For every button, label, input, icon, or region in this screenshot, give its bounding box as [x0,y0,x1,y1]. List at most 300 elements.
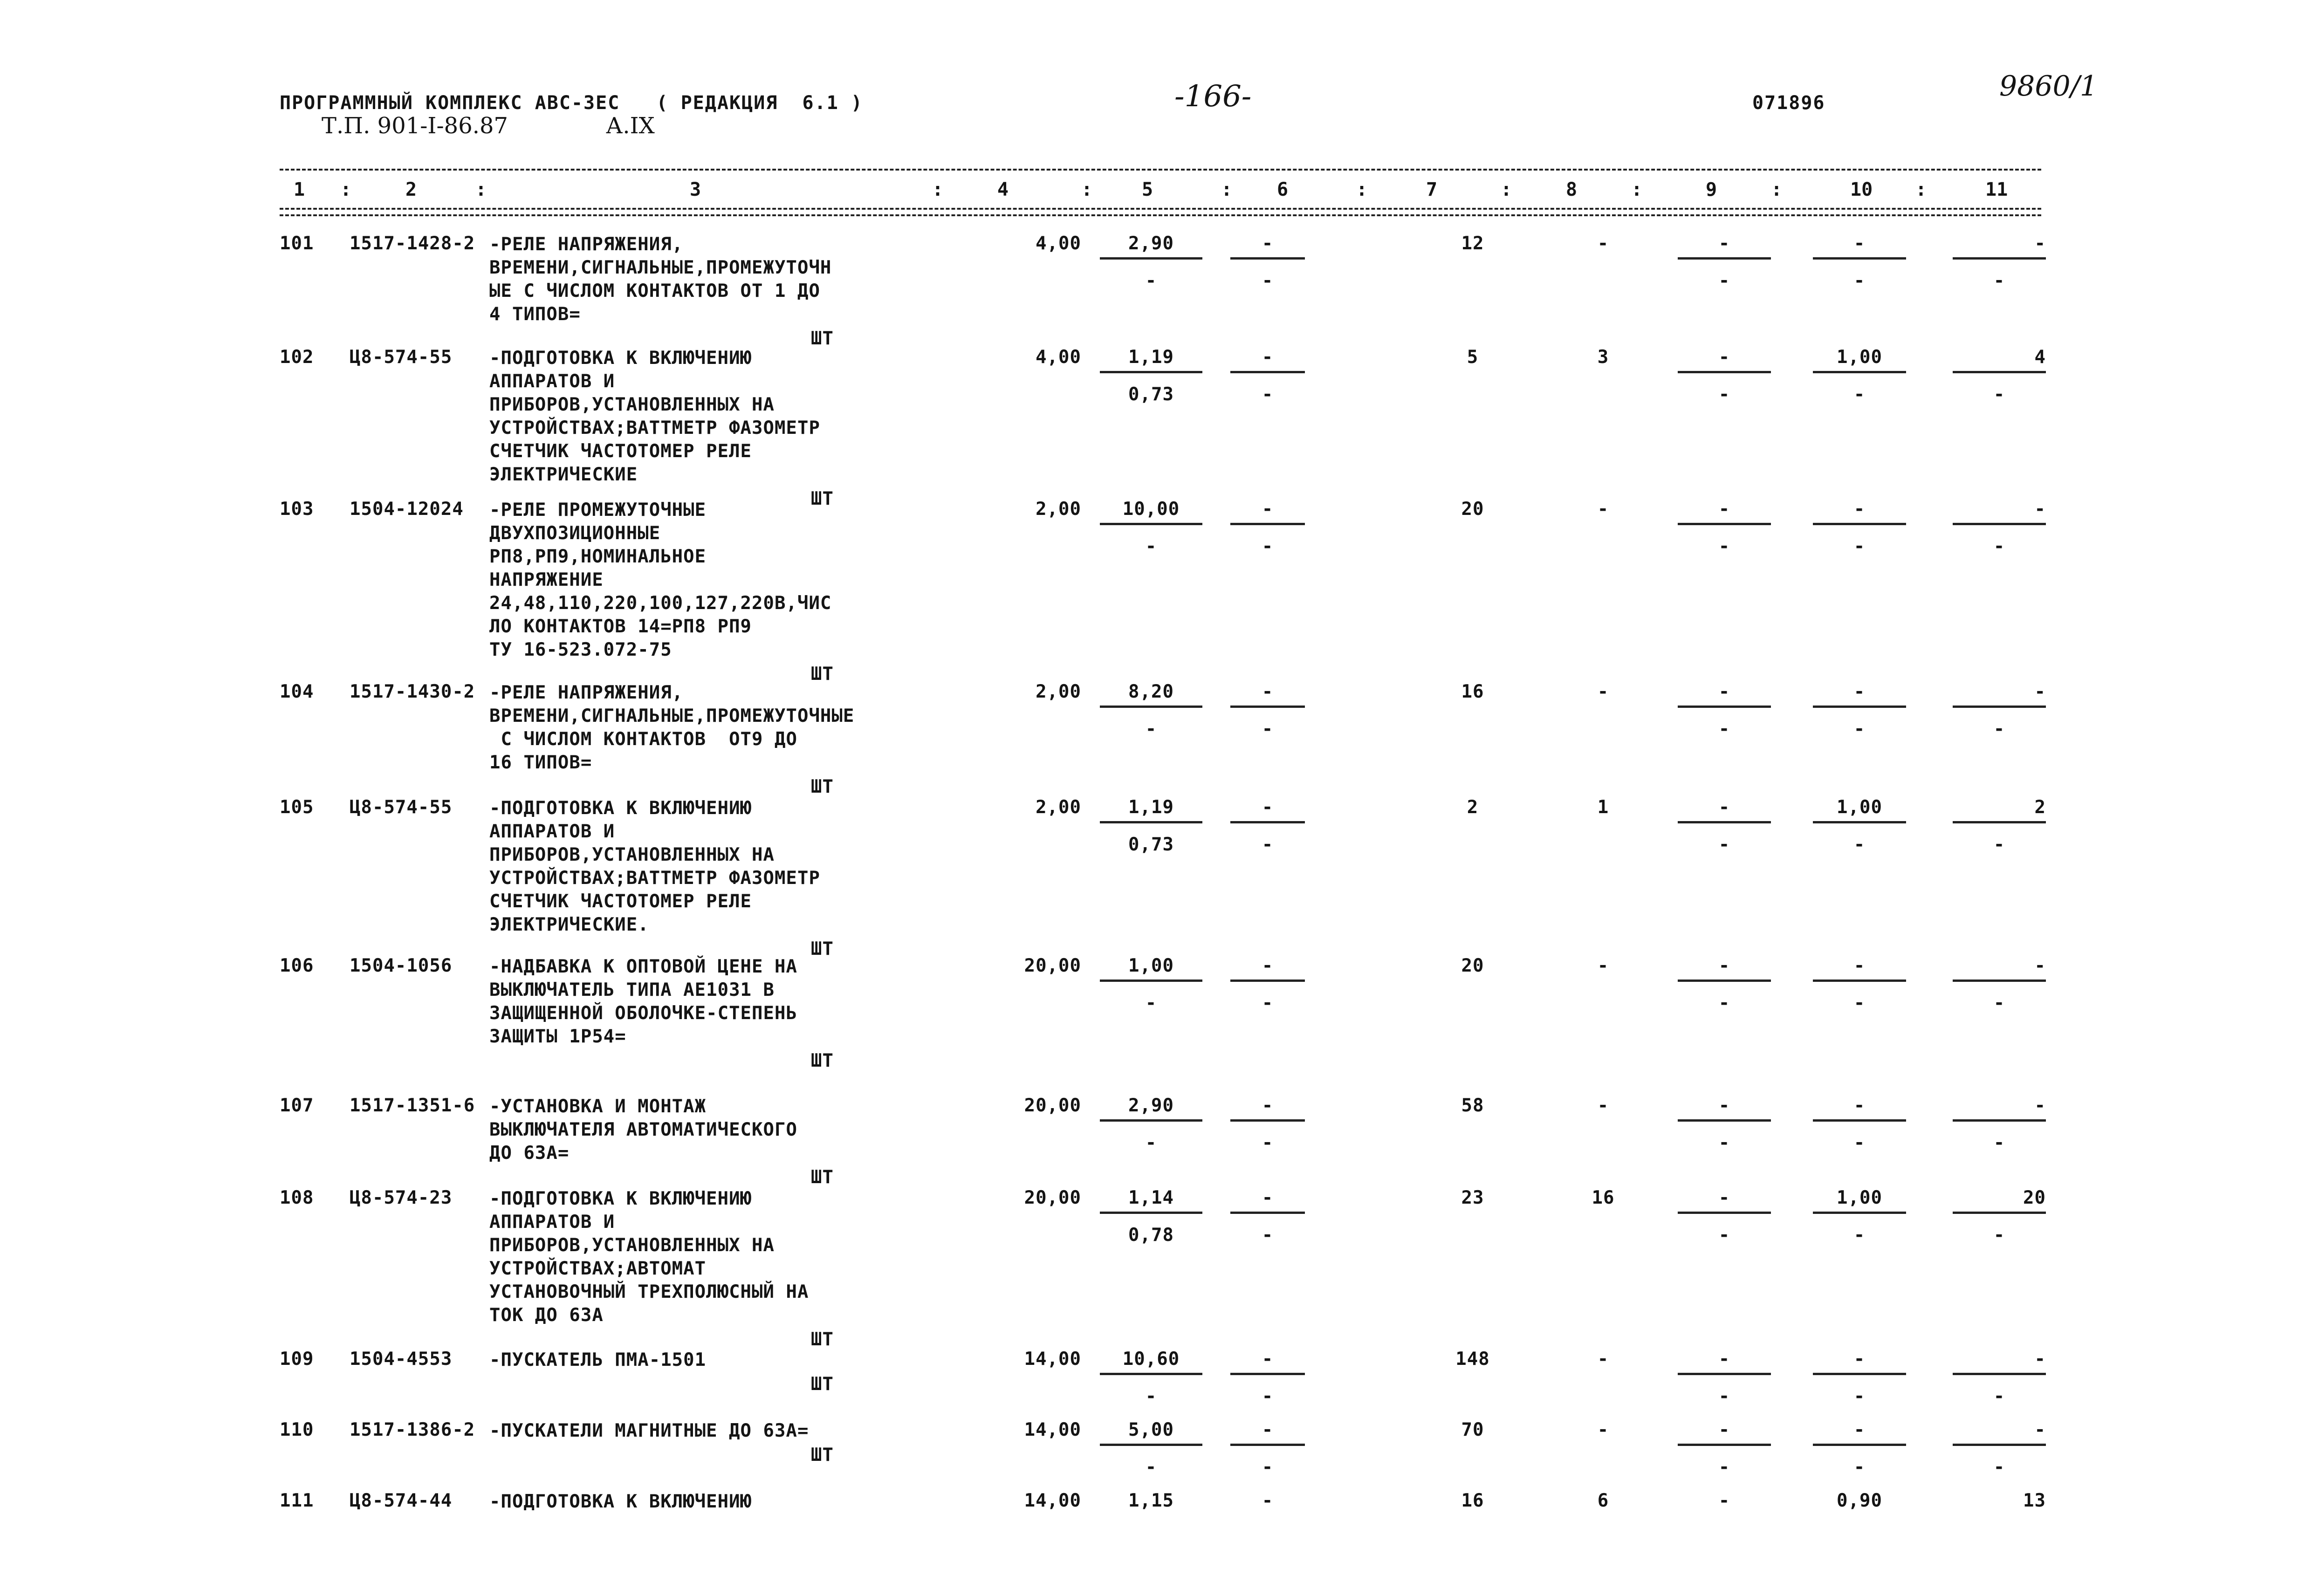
col9-value: - [1718,681,1730,702]
col11-value: - [2034,1419,2046,1440]
col9-secondary: - [1718,270,1730,291]
col9-value: - [1718,347,1730,368]
row-number: 107 [280,1095,314,1116]
cell-rule [1100,1444,1202,1446]
row-number: 102 [280,347,314,368]
price-code: Ц8-574-23 [350,1187,453,1208]
col10-secondary: - [1853,993,1866,1014]
quantity-value: 4,00 [1036,347,1081,368]
description-line: ЫЕ С ЧИСЛОМ КОНТАКТОВ ОТ 1 ДО [489,281,820,301]
col10-value: - [1853,499,1866,520]
description-line: -ПОДГОТОВКА К ВКЛЮЧЕНИЮ [489,798,752,819]
col9-value: - [1718,797,1730,818]
unit-cost-value: 1,15 [1128,1490,1174,1511]
column-header-row [280,179,2051,202]
description-line: ЗАЩИТЫ 1Р54= [489,1026,626,1047]
unit-cost-value: 8,20 [1128,681,1174,702]
description-line: 16 ТИПОВ= [489,752,592,773]
col8-value: - [1597,955,1609,976]
col6-value: - [1262,1187,1274,1208]
cell-rule [1953,1373,2046,1375]
price-code: 1504-4553 [350,1349,453,1370]
table-row [280,1095,2051,1193]
col-header-11: 11 [1985,179,2008,200]
col11-secondary: - [1993,1132,2005,1153]
col10-secondary: - [1853,1132,1866,1153]
col-header-2: 2 [405,179,417,200]
col9-value: - [1718,233,1730,254]
col9-secondary: - [1718,993,1730,1014]
description-line: ПРИБОРОВ,УСТАНОВЛЕННЫХ НА [489,1235,775,1256]
description-line: -ПОДГОТОВКА К ВКЛЮЧЕНИЮ [489,1188,752,1209]
cell-rule [1678,1444,1771,1446]
cell-rule [1953,257,2046,260]
work-description [489,1349,1188,1372]
cell-rule [1100,706,1202,708]
price-code: 1517-1351-6 [350,1095,475,1116]
cell-rule [1953,523,2046,525]
table-row [280,499,2051,690]
col6-secondary: - [1262,536,1274,557]
program-title: ПРОГРАММНЫЙ КОМПЛЕКС АВС-3ЕС ( РЕДАКЦИЯ 6.1 ) [280,92,863,114]
col6-secondary: - [1262,270,1274,291]
table-row [280,681,2051,802]
col-sep: : [340,179,352,200]
col6-value: - [1262,1419,1274,1440]
table-row [280,1187,2051,1355]
col11-value: - [2034,1095,2046,1116]
price-code: 1504-1056 [350,955,453,976]
table-row [280,1490,2051,1541]
cell-rule [1813,1444,1906,1446]
col6-value: - [1262,1349,1274,1370]
col9-secondary: - [1718,719,1730,740]
col8-value: - [1597,1095,1609,1116]
price-code: 1504-12024 [350,499,464,520]
total-cost-value: 20 [1461,955,1484,976]
cell-rule [1953,1444,2046,1446]
cell-rule [1230,371,1305,373]
unit-cost-secondary: 0,73 [1128,384,1174,405]
cell-rule [1230,523,1305,525]
col11-secondary: - [1993,384,2005,405]
description-line: ВЫКЛЮЧАТЕЛЬ ТИПА АЕ1031 В [489,980,775,1000]
cell-rule [1100,980,1202,982]
col-sep: : [932,179,944,200]
description-line: ЛО КОНТАКТОВ 14=РП8 РП9 [489,616,752,637]
col10-secondary: - [1853,834,1866,855]
cell-rule [1230,821,1305,823]
col11-value: - [2034,955,2046,976]
unit-cost-value: 5,00 [1128,1419,1174,1440]
col9-secondary: - [1718,1132,1730,1153]
work-description [489,1095,1188,1165]
col10-value: - [1853,681,1866,702]
col6-value: - [1262,1490,1274,1511]
price-code: Ц8-574-55 [350,347,453,368]
col11-value: 4 [2034,347,2046,368]
price-code: 1517-1430-2 [350,681,475,702]
col6-value: - [1262,681,1274,702]
col6-value: - [1262,797,1274,818]
total-cost-value: 70 [1461,1419,1484,1440]
row-number: 108 [280,1187,314,1208]
work-description [489,233,1188,326]
description-line: ТУ 16-523.072-75 [489,639,672,660]
col11-value: - [2034,681,2046,702]
cell-rule [1230,1444,1305,1446]
total-cost-value: 20 [1461,499,1484,520]
work-description [489,1419,1188,1443]
description-line: УСТРОЙСТВАХ;ВАТТМЕТР ФАЗОМЕТР [489,418,820,438]
col9-secondary: - [1718,834,1730,855]
col-header-7: 7 [1426,179,1438,200]
col11-secondary: - [1993,993,2005,1014]
document-code: 071896 [1752,92,1825,114]
col10-secondary: - [1853,270,1866,291]
cell-rule [1813,523,1906,525]
col11-secondary: - [1993,1457,2005,1478]
col11-secondary: - [1993,834,2005,855]
unit-cost-value: 1,00 [1128,955,1174,976]
col11-secondary: - [1993,536,2005,557]
total-cost-value: 5 [1467,347,1479,368]
col8-value: 16 [1592,1187,1615,1208]
col11-value: 2 [2034,797,2046,818]
cell-rule [1100,1119,1202,1122]
col11-value: - [2034,1349,2046,1370]
col11-value: 13 [2023,1490,2046,1511]
total-cost-value: 12 [1461,233,1484,254]
description-line: ЭЛЕКТРИЧЕСКИЕ [489,464,638,485]
description-line: УСТРОЙСТВАХ;АВТОМАТ [489,1258,707,1279]
description-line: РП8,РП9,НОМИНАЛЬНОЕ [489,546,707,567]
col10-value: - [1853,1349,1866,1370]
row-number: 105 [280,797,314,818]
cell-rule [1678,257,1771,260]
total-cost-value: 148 [1455,1349,1490,1370]
col6-value: - [1262,233,1274,254]
col10-secondary: - [1853,1386,1866,1407]
price-code: Ц8-574-44 [350,1490,453,1511]
col8-value: - [1597,1349,1609,1370]
description-line: -ПОДГОТОВКА К ВКЛЮЧЕНИЮ [489,1491,752,1512]
cell-rule [1953,980,2046,982]
col10-secondary: - [1853,1457,1866,1478]
col-header-3: 3 [690,179,701,200]
col9-value: - [1718,499,1730,520]
cell-rule [1953,1119,2046,1122]
unit-of-measure: ШТ [811,1445,834,1466]
col10-value: - [1853,955,1866,976]
col8-value: 6 [1597,1490,1609,1511]
col9-value: - [1718,1095,1730,1116]
work-description [489,1490,1188,1514]
table-row [280,1419,2051,1478]
table-row [280,797,2051,965]
row-number: 106 [280,955,314,976]
description-line: ЗАЩИЩЕННОЙ ОБОЛОЧКЕ-СТЕПЕНЬ [489,1003,797,1024]
unit-cost-secondary: - [1145,719,1157,740]
unit-cost-value: 2,90 [1128,233,1174,254]
col-header-5: 5 [1142,179,1153,200]
unit-cost-secondary: - [1145,1386,1157,1407]
cell-rule [1678,706,1771,708]
col-sep: : [1501,179,1512,200]
col9-value: - [1718,955,1730,976]
col9-secondary: - [1718,1225,1730,1246]
cell-rule [1678,1373,1771,1375]
total-cost-value: 23 [1461,1187,1484,1208]
total-cost-value: 16 [1461,1490,1484,1511]
col6-value: - [1262,499,1274,520]
col10-secondary: - [1853,536,1866,557]
col-sep: : [1081,179,1093,200]
col6-value: - [1262,955,1274,976]
total-cost-value: 16 [1461,681,1484,702]
unit-of-measure: ШТ [811,1050,834,1071]
work-description [489,1187,1188,1327]
cell-rule [1813,1119,1906,1122]
description-line: -УСТАНОВКА И МОНТАЖ [489,1096,707,1117]
unit-cost-value: 1,14 [1128,1187,1174,1208]
header-rule-top [280,169,2041,171]
unit-cost-secondary: 0,78 [1128,1225,1174,1246]
col8-value: - [1597,233,1609,254]
cell-rule [1230,1119,1305,1122]
price-code: 1517-1386-2 [350,1419,475,1440]
total-cost-value: 58 [1461,1095,1484,1116]
work-description [489,955,1188,1048]
cell-rule [1230,1373,1305,1375]
col8-value: 1 [1597,797,1609,818]
row-number: 103 [280,499,314,520]
row-number: 110 [280,1419,314,1440]
work-description [489,347,1188,486]
cell-rule [1678,523,1771,525]
col11-value: - [2034,499,2046,520]
col11-secondary: - [1993,270,2005,291]
row-number: 111 [280,1490,314,1511]
description-line: 24,48,110,220,100,127,220В,ЧИС [489,593,832,614]
col6-secondary: - [1262,1225,1274,1246]
description-line: С ЧИСЛОМ КОНТАКТОВ ОТ9 ДО [489,729,797,750]
col6-secondary: - [1262,834,1274,855]
col6-secondary: - [1262,384,1274,405]
col-sep: : [475,179,487,200]
unit-of-measure: ШТ [811,488,834,509]
col11-value: 20 [2023,1187,2046,1208]
quantity-value: 20,00 [1024,955,1081,976]
col-sep: : [1771,179,1783,200]
col6-secondary: - [1262,1132,1274,1153]
album-number: А.IX [606,113,655,139]
unit-cost-value: 10,00 [1122,499,1180,520]
work-description [489,681,1188,774]
unit-of-measure: ШТ [811,664,834,685]
description-line: ДВУХПОЗИЦИОННЫЕ [489,523,661,544]
cell-rule [1813,257,1906,260]
col-header-6: 6 [1277,179,1289,200]
quantity-value: 14,00 [1024,1490,1081,1511]
description-line: ЭЛЕКТРИЧЕСКИЕ. [489,914,649,935]
unit-cost-value: 1,19 [1128,347,1174,368]
col8-value: 3 [1597,347,1609,368]
cell-rule [1678,821,1771,823]
description-line: -ПУСКАТЕЛИ МАГНИТНЫЕ ДО 63А= [489,1420,809,1441]
description-line: ВРЕМЕНИ,СИГНАЛЬНЫЕ,ПРОМЕЖУТОЧНЫЕ [489,706,855,726]
col10-secondary: - [1853,384,1866,405]
description-line: УСТРОЙСТВАХ;ВАТТМЕТР ФАЗОМЕТР [489,868,820,889]
quantity-value: 14,00 [1024,1419,1081,1440]
description-line: ВРЕМЕНИ,СИГНАЛЬНЫЕ,ПРОМЕЖУТОЧН [489,257,832,278]
col-sep: : [1631,179,1643,200]
work-description [489,499,1188,662]
row-number: 109 [280,1349,314,1370]
quantity-value: 4,00 [1036,233,1081,254]
cell-rule [1230,706,1305,708]
description-line: АППАРАТОВ И [489,821,615,842]
col10-value: - [1853,1095,1866,1116]
unit-of-measure: ШТ [811,1329,834,1350]
unit-cost-value: 1,19 [1128,797,1174,818]
col8-value: - [1597,499,1609,520]
cell-rule [1953,706,2046,708]
header-rule-bottom [280,208,2041,210]
col10-value: 0,90 [1837,1490,1882,1511]
price-code: Ц8-574-55 [350,797,453,818]
unit-cost-value: 2,90 [1128,1095,1174,1116]
quantity-value: 2,00 [1036,681,1081,702]
col-sep: : [1915,179,1927,200]
unit-of-measure: ШТ [811,1374,834,1395]
table-row [280,233,2051,354]
col6-secondary: - [1262,1386,1274,1407]
unit-of-measure: ШТ [811,328,834,349]
cell-rule [1813,980,1906,982]
table-row [280,1349,2051,1407]
col9-secondary: - [1718,1457,1730,1478]
col9-value: - [1718,1187,1730,1208]
col-sep: : [1221,179,1233,200]
col8-value: - [1597,681,1609,702]
col11-secondary: - [1993,1386,2005,1407]
cell-rule [1100,523,1202,525]
description-line: 4 ТИПОВ= [489,304,581,325]
description-line: -ПОДГОТОВКА К ВКЛЮЧЕНИЮ [489,348,752,369]
col-header-10: 10 [1850,179,1873,200]
col11-secondary: - [1993,719,2005,740]
quantity-value: 20,00 [1024,1187,1081,1208]
description-line: -ПУСКАТЕЛЬ ПМА-1501 [489,1349,707,1370]
unit-cost-secondary: - [1145,536,1157,557]
col10-value: - [1853,233,1866,254]
cell-rule [1230,980,1305,982]
col9-value: - [1718,1419,1730,1440]
row-number: 104 [280,681,314,702]
description-line: СЧЕТЧИК ЧАСТОТОМЕР РЕЛЕ [489,441,752,462]
col11-secondary: - [1993,1225,2005,1246]
price-code: 1517-1428-2 [350,233,475,254]
cell-rule [1678,1212,1771,1214]
document-number: Т.П. 901-I-86.87 [322,113,508,139]
col9-secondary: - [1718,536,1730,557]
unit-cost-secondary: 0,73 [1128,834,1174,855]
description-line: АППАРАТОВ И [489,1212,615,1233]
col10-value: 1,00 [1837,347,1882,368]
cell-rule [1100,371,1202,373]
col-sep: : [1356,179,1368,200]
archive-stamp: 9860/1 [1999,70,2098,103]
description-line: ДО 63А= [489,1143,569,1164]
description-line: ТОК ДО 63А [489,1305,604,1326]
col11-value: - [2034,233,2046,254]
cell-rule [1678,1119,1771,1122]
cell-rule [1100,257,1202,260]
col-header-9: 9 [1706,179,1717,200]
unit-cost-secondary: - [1145,270,1157,291]
col10-secondary: - [1853,719,1866,740]
description-line: НАПРЯЖЕНИЕ [489,569,604,590]
cell-rule [1953,371,2046,373]
col6-value: - [1262,347,1274,368]
quantity-value: 20,00 [1024,1095,1081,1116]
col9-secondary: - [1718,1386,1730,1407]
description-line: ПРИБОРОВ,УСТАНОВЛЕННЫХ НА [489,394,775,415]
cell-rule [1813,821,1906,823]
cell-rule [1100,1212,1202,1214]
description-line: -РЕЛЕ НАПРЯЖЕНИЯ, [489,234,684,255]
unit-cost-secondary: - [1145,1132,1157,1153]
quantity-value: 2,00 [1036,499,1081,520]
unit-cost-secondary: - [1145,1457,1157,1478]
row-number: 101 [280,233,314,254]
cell-rule [1100,1373,1202,1375]
cell-rule [1678,371,1771,373]
col-header-1: 1 [294,179,305,200]
cell-rule [1813,1373,1906,1375]
col6-secondary: - [1262,1457,1274,1478]
col9-value: - [1718,1490,1730,1511]
col8-value: - [1597,1419,1609,1440]
col10-value: - [1853,1419,1866,1440]
page-number: -166- [1174,79,1252,114]
work-description [489,797,1188,937]
table-row [280,347,2051,514]
quantity-value: 2,00 [1036,797,1081,818]
col6-secondary: - [1262,993,1274,1014]
cell-rule [1953,821,2046,823]
description-line: АППАРАТОВ И [489,371,615,392]
unit-of-measure: ШТ [811,776,834,797]
cell-rule [1813,371,1906,373]
cell-rule [1953,1212,2046,1214]
cell-rule [1813,706,1906,708]
col-header-8: 8 [1566,179,1578,200]
col6-secondary: - [1262,719,1274,740]
header-rule-bottom-2 [280,214,2041,216]
description-line: ВЫКЛЮЧАТЕЛЯ АВТОМАТИЧЕСКОГО [489,1119,797,1140]
col10-value: 1,00 [1837,1187,1882,1208]
col10-secondary: - [1853,1225,1866,1246]
description-line: -НАДБАВКА К ОПТОВОЙ ЦЕНЕ НА [489,956,797,977]
unit-cost-secondary: - [1145,993,1157,1014]
unit-of-measure: ШТ [811,938,834,959]
description-line: -РЕЛЕ ПРОМЕЖУТОЧНЫЕ [489,500,707,521]
description-line: -РЕЛЕ НАПРЯЖЕНИЯ, [489,682,684,703]
cell-rule [1230,257,1305,260]
col6-value: - [1262,1095,1274,1116]
